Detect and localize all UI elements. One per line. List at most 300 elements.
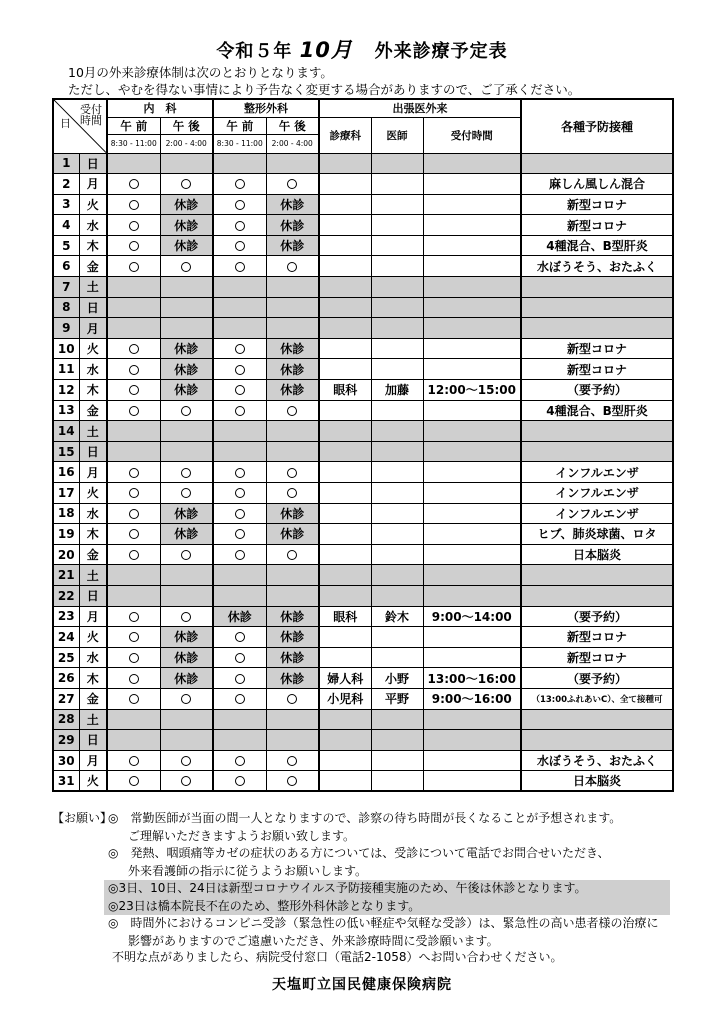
naika-pm-cell bbox=[160, 277, 213, 298]
seikei-pm-cell bbox=[266, 277, 319, 298]
header-naika-am: 午 前 bbox=[107, 117, 160, 134]
table-row bbox=[53, 544, 673, 565]
seikei-am-cell bbox=[213, 338, 266, 359]
visiting-dept-cell bbox=[319, 359, 371, 380]
seikei-am-cell bbox=[213, 483, 266, 504]
vaccine-cell: 日本脳炎 bbox=[521, 544, 673, 565]
seikei-pm-cell: 休診 bbox=[266, 627, 319, 648]
open-circle-icon bbox=[235, 529, 245, 539]
open-circle-icon bbox=[129, 550, 139, 560]
open-circle-icon bbox=[235, 694, 245, 704]
seikei-pm-cell: 休診 bbox=[266, 380, 319, 401]
seikei-am-cell bbox=[213, 174, 266, 195]
weekday: 水 bbox=[79, 503, 107, 524]
naika-am-cell bbox=[107, 627, 160, 648]
day-number: 24 bbox=[53, 627, 79, 648]
open-circle-icon bbox=[235, 632, 245, 642]
naika-am-cell bbox=[107, 606, 160, 627]
visiting-time-cell bbox=[423, 585, 521, 606]
visiting-doctor-cell bbox=[371, 174, 423, 195]
vaccine-cell bbox=[521, 297, 673, 318]
weekday: 月 bbox=[79, 750, 107, 771]
vaccine-cell bbox=[521, 421, 673, 442]
vaccine-cell bbox=[521, 730, 673, 751]
visiting-time-cell bbox=[423, 338, 521, 359]
day-number: 6 bbox=[53, 256, 79, 277]
note-line bbox=[52, 810, 672, 828]
seikei-pm-cell bbox=[266, 585, 319, 606]
day-number: 10 bbox=[53, 338, 79, 359]
visiting-doctor-cell bbox=[371, 730, 423, 751]
visiting-doctor-cell bbox=[371, 565, 423, 586]
seikei-pm-cell bbox=[266, 688, 319, 709]
open-circle-icon bbox=[181, 488, 191, 498]
naika-pm-cell bbox=[160, 606, 213, 627]
naika-pm-cell bbox=[160, 544, 213, 565]
seikei-am-cell bbox=[213, 194, 266, 215]
naika-am-cell bbox=[107, 503, 160, 524]
weekday: 日 bbox=[79, 585, 107, 606]
vaccine-cell bbox=[521, 318, 673, 339]
visiting-time-cell: 9:00～16:00 bbox=[423, 688, 521, 709]
naika-pm-cell bbox=[160, 462, 213, 483]
open-circle-icon bbox=[235, 488, 245, 498]
naika-am-cell bbox=[107, 297, 160, 318]
naika-am-cell bbox=[107, 668, 160, 689]
seikei-pm-cell: 休診 bbox=[266, 668, 319, 689]
visiting-doctor-cell bbox=[371, 235, 423, 256]
visiting-dept-cell bbox=[319, 441, 371, 462]
open-circle-icon bbox=[129, 776, 139, 786]
open-circle-icon bbox=[287, 179, 297, 189]
visiting-time-cell bbox=[423, 318, 521, 339]
visiting-time-cell bbox=[423, 194, 521, 215]
visiting-dept-cell bbox=[319, 215, 371, 236]
seikei-pm-cell: 休診 bbox=[266, 194, 319, 215]
visiting-dept-cell bbox=[319, 400, 371, 421]
note-line: 影響がありますのでご遠慮いただき、外来診療時間に受診願います。 bbox=[128, 933, 499, 948]
table-row bbox=[53, 709, 673, 730]
header-vaccine: 各種予防接種 bbox=[521, 99, 673, 153]
visiting-dept-cell bbox=[319, 771, 371, 792]
visiting-time-cell bbox=[423, 565, 521, 586]
seikei-am-cell bbox=[213, 359, 266, 380]
weekday: 土 bbox=[79, 709, 107, 730]
vaccine-cell: （13:00ふれあいC）、全て接種可 bbox=[521, 688, 673, 709]
table-row bbox=[53, 503, 673, 524]
naika-pm-cell bbox=[160, 318, 213, 339]
visiting-doctor-cell bbox=[371, 503, 423, 524]
table-row bbox=[53, 194, 673, 215]
open-circle-icon bbox=[287, 406, 297, 416]
visiting-dept-cell bbox=[319, 194, 371, 215]
open-circle-icon bbox=[235, 653, 245, 663]
day-number: 20 bbox=[53, 544, 79, 565]
day-number: 5 bbox=[53, 235, 79, 256]
naika-am-cell bbox=[107, 647, 160, 668]
table-row bbox=[53, 256, 673, 277]
visiting-time-cell bbox=[423, 462, 521, 483]
seikei-pm-cell: 休診 bbox=[266, 215, 319, 236]
seikei-am-cell bbox=[213, 750, 266, 771]
table-row bbox=[53, 647, 673, 668]
naika-pm-cell: 休診 bbox=[160, 215, 213, 236]
naika-am-cell bbox=[107, 318, 160, 339]
naika-pm-cell: 休診 bbox=[160, 380, 213, 401]
open-circle-icon bbox=[235, 468, 245, 478]
open-circle-icon bbox=[181, 179, 191, 189]
seikei-am-cell bbox=[213, 668, 266, 689]
day-number: 15 bbox=[53, 441, 79, 462]
open-circle-icon bbox=[129, 179, 139, 189]
visiting-dept-cell bbox=[319, 709, 371, 730]
weekday: 木 bbox=[79, 380, 107, 401]
day-number: 25 bbox=[53, 647, 79, 668]
seikei-pm-cell bbox=[266, 709, 319, 730]
seikei-pm-cell bbox=[266, 483, 319, 504]
open-circle-icon bbox=[235, 776, 245, 786]
seikei-am-cell bbox=[213, 647, 266, 668]
vaccine-cell: 麻しん風しん混合 bbox=[521, 174, 673, 195]
visiting-time-cell bbox=[423, 215, 521, 236]
table-row bbox=[53, 174, 673, 195]
seikei-pm-cell bbox=[266, 297, 319, 318]
visiting-doctor-cell bbox=[371, 524, 423, 545]
naika-pm-cell bbox=[160, 730, 213, 751]
naika-am-cell bbox=[107, 483, 160, 504]
visiting-time-cell bbox=[423, 771, 521, 792]
visiting-time-cell bbox=[423, 297, 521, 318]
weekday: 土 bbox=[79, 421, 107, 442]
header-corner bbox=[53, 99, 107, 153]
table-row bbox=[53, 359, 673, 380]
visiting-doctor-cell bbox=[371, 483, 423, 504]
open-circle-icon bbox=[129, 468, 139, 478]
vaccine-cell: 4種混合、B型肝炎 bbox=[521, 400, 673, 421]
open-circle-icon bbox=[181, 406, 191, 416]
visiting-dept-cell bbox=[319, 338, 371, 359]
note-line: ご理解いただきますようお願い致します。 bbox=[128, 828, 356, 843]
visiting-dept-cell bbox=[319, 730, 371, 751]
open-circle-icon bbox=[235, 756, 245, 766]
weekday: 金 bbox=[79, 544, 107, 565]
open-circle-icon bbox=[235, 200, 245, 210]
open-circle-icon bbox=[287, 776, 297, 786]
visiting-doctor-cell bbox=[371, 585, 423, 606]
visiting-dept-cell bbox=[319, 235, 371, 256]
naika-am-cell bbox=[107, 565, 160, 586]
seikei-pm-cell: 休診 bbox=[266, 606, 319, 627]
open-circle-icon bbox=[129, 365, 139, 375]
vaccine-cell bbox=[521, 565, 673, 586]
open-circle-icon bbox=[129, 262, 139, 272]
open-circle-icon bbox=[181, 756, 191, 766]
visiting-doctor-cell bbox=[371, 318, 423, 339]
naika-am-cell bbox=[107, 421, 160, 442]
open-circle-icon bbox=[235, 385, 245, 395]
visiting-doctor-cell bbox=[371, 277, 423, 298]
header-seikei-pm: 午 後 bbox=[266, 117, 319, 134]
naika-am-cell bbox=[107, 338, 160, 359]
visiting-doctor-cell: 鈴木 bbox=[371, 606, 423, 627]
open-circle-icon bbox=[129, 612, 139, 622]
day-number: 26 bbox=[53, 668, 79, 689]
open-circle-icon bbox=[287, 262, 297, 272]
naika-am-cell bbox=[107, 524, 160, 545]
weekday: 金 bbox=[79, 256, 107, 277]
visiting-time-cell bbox=[423, 421, 521, 442]
naika-am-cell bbox=[107, 256, 160, 277]
naika-am-cell bbox=[107, 462, 160, 483]
intro-line: ただし、やむを得ない事情により予告なく変更する場合がありますので、ご了承ください。 bbox=[68, 82, 581, 97]
seikei-pm-cell: 休診 bbox=[266, 338, 319, 359]
notes-label: 【お願い】 bbox=[52, 811, 113, 825]
visiting-doctor-cell bbox=[371, 400, 423, 421]
visiting-time-cell: 12:00～15:00 bbox=[423, 380, 521, 401]
weekday: 日 bbox=[79, 441, 107, 462]
naika-pm-cell: 休診 bbox=[160, 647, 213, 668]
visiting-doctor-cell bbox=[371, 194, 423, 215]
visiting-dept-cell bbox=[319, 585, 371, 606]
visiting-dept-cell bbox=[319, 503, 371, 524]
weekday: 日 bbox=[79, 730, 107, 751]
table-row bbox=[53, 338, 673, 359]
seikei-pm-cell bbox=[266, 462, 319, 483]
naika-pm-cell bbox=[160, 256, 213, 277]
table-row bbox=[53, 318, 673, 339]
seikei-am-cell bbox=[213, 688, 266, 709]
day-number: 4 bbox=[53, 215, 79, 236]
weekday: 木 bbox=[79, 668, 107, 689]
day-number: 12 bbox=[53, 380, 79, 401]
open-circle-icon bbox=[287, 550, 297, 560]
weekday: 火 bbox=[79, 338, 107, 359]
day-number: 3 bbox=[53, 194, 79, 215]
header-dept: 診療科 bbox=[319, 117, 371, 153]
naika-pm-cell: 休診 bbox=[160, 235, 213, 256]
visiting-time-cell bbox=[423, 256, 521, 277]
naika-am-cell bbox=[107, 771, 160, 792]
intro-line: 10月の外来診療体制は次のとおりとなります。 bbox=[68, 65, 333, 80]
header-shuccho: 出張医外来 bbox=[319, 99, 521, 117]
visiting-time-cell bbox=[423, 503, 521, 524]
naika-am-cell bbox=[107, 277, 160, 298]
seikei-am-cell bbox=[213, 380, 266, 401]
open-circle-icon bbox=[129, 674, 139, 684]
visiting-doctor-cell: 平野 bbox=[371, 688, 423, 709]
weekday: 金 bbox=[79, 688, 107, 709]
table-row bbox=[53, 277, 673, 298]
seikei-pm-cell bbox=[266, 771, 319, 792]
table-row bbox=[53, 606, 673, 627]
naika-am-cell bbox=[107, 441, 160, 462]
open-circle-icon bbox=[129, 694, 139, 704]
open-circle-icon bbox=[129, 632, 139, 642]
table-row bbox=[53, 441, 673, 462]
vaccine-cell bbox=[521, 585, 673, 606]
vaccine-cell: 新型コロナ bbox=[521, 647, 673, 668]
visiting-dept-cell bbox=[319, 318, 371, 339]
visiting-doctor-cell bbox=[371, 215, 423, 236]
note-line: ◎ 時間外におけるコンビニ受診（緊急性の低い軽症や気軽な受診）は、緊急性の高い患者様の治療に bbox=[108, 916, 659, 930]
day-number: 28 bbox=[53, 709, 79, 730]
visiting-doctor-cell bbox=[371, 153, 423, 174]
seikei-am-cell bbox=[213, 627, 266, 648]
naika-pm-cell: 休診 bbox=[160, 194, 213, 215]
weekday: 土 bbox=[79, 277, 107, 298]
hospital-name: 天塩町立国民健康保険病院 bbox=[272, 977, 452, 993]
naika-am-cell bbox=[107, 730, 160, 751]
day-number: 1 bbox=[53, 153, 79, 174]
seikei-am-cell bbox=[213, 709, 266, 730]
title-era: 令和５年 bbox=[216, 41, 293, 62]
vaccine-cell: 新型コロナ bbox=[521, 627, 673, 648]
visiting-doctor-cell bbox=[371, 462, 423, 483]
weekday: 水 bbox=[79, 359, 107, 380]
weekday: 木 bbox=[79, 235, 107, 256]
seikei-am-cell bbox=[213, 730, 266, 751]
visiting-doctor-cell bbox=[371, 627, 423, 648]
day-number: 7 bbox=[53, 277, 79, 298]
seikei-pm-cell: 休診 bbox=[266, 359, 319, 380]
note-line: ◎ 発熱、咽頭痛等カゼの症状のある方については、受診について電話でお問合せいただき、 bbox=[108, 846, 610, 860]
open-circle-icon bbox=[235, 550, 245, 560]
open-circle-icon bbox=[129, 385, 139, 395]
open-circle-icon bbox=[129, 200, 139, 210]
title-month: 10月 bbox=[299, 38, 353, 62]
seikei-pm-cell: 休診 bbox=[266, 524, 319, 545]
day-number: 8 bbox=[53, 297, 79, 318]
open-circle-icon bbox=[235, 509, 245, 519]
naika-am-cell bbox=[107, 235, 160, 256]
vaccine-cell: ヒブ、肺炎球菌、ロタ bbox=[521, 524, 673, 545]
corner-reception-label: 受付 時間 bbox=[80, 103, 102, 127]
note-line: 外来看護師の指示に従うようお願いします。 bbox=[128, 863, 368, 878]
day-number: 29 bbox=[53, 730, 79, 751]
visiting-time-cell: 13:00～16:00 bbox=[423, 668, 521, 689]
table-row bbox=[53, 235, 673, 256]
naika-am-cell bbox=[107, 215, 160, 236]
naika-pm-cell bbox=[160, 483, 213, 504]
weekday: 月 bbox=[79, 606, 107, 627]
visiting-time-cell bbox=[423, 709, 521, 730]
visiting-dept-cell bbox=[319, 153, 371, 174]
weekday: 火 bbox=[79, 483, 107, 504]
visiting-time-cell bbox=[423, 524, 521, 545]
visiting-dept-cell bbox=[319, 524, 371, 545]
seikei-am-cell bbox=[213, 441, 266, 462]
naika-pm-cell: 休診 bbox=[160, 627, 213, 648]
day-number: 31 bbox=[53, 771, 79, 792]
table-row bbox=[53, 153, 673, 174]
naika-pm-cell bbox=[160, 565, 213, 586]
visiting-doctor-cell bbox=[371, 647, 423, 668]
open-circle-icon bbox=[235, 179, 245, 189]
seikei-am-cell bbox=[213, 318, 266, 339]
visiting-dept-cell: 眼科 bbox=[319, 380, 371, 401]
seikei-am-cell bbox=[213, 421, 266, 442]
table-row bbox=[53, 380, 673, 401]
seikei-am-cell bbox=[213, 153, 266, 174]
vaccine-cell: 日本脳炎 bbox=[521, 771, 673, 792]
seikei-pm-cell bbox=[266, 544, 319, 565]
weekday: 月 bbox=[79, 462, 107, 483]
visiting-time-cell bbox=[423, 730, 521, 751]
day-number: 11 bbox=[53, 359, 79, 380]
table-row bbox=[53, 585, 673, 606]
visiting-doctor-cell: 加藤 bbox=[371, 380, 423, 401]
visiting-dept-cell bbox=[319, 627, 371, 648]
seikei-pm-cell bbox=[266, 153, 319, 174]
visiting-dept-cell: 婦人科 bbox=[319, 668, 371, 689]
table-row bbox=[53, 297, 673, 318]
vaccine-cell: 新型コロナ bbox=[521, 215, 673, 236]
visiting-doctor-cell bbox=[371, 297, 423, 318]
page-title bbox=[0, 34, 724, 64]
seikei-am-cell bbox=[213, 400, 266, 421]
naika-am-cell bbox=[107, 174, 160, 195]
weekday: 金 bbox=[79, 400, 107, 421]
weekday: 火 bbox=[79, 194, 107, 215]
naika-pm-cell bbox=[160, 688, 213, 709]
schedule-table bbox=[52, 98, 674, 792]
naika-pm-cell: 休診 bbox=[160, 668, 213, 689]
naika-am-cell bbox=[107, 153, 160, 174]
seikei-am-cell bbox=[213, 235, 266, 256]
seikei-pm-cell bbox=[266, 441, 319, 462]
weekday: 火 bbox=[79, 627, 107, 648]
visiting-time-cell bbox=[423, 544, 521, 565]
weekday: 月 bbox=[79, 174, 107, 195]
visiting-dept-cell bbox=[319, 277, 371, 298]
contact-note: 不明な点がありましたら、病院受付窓口（電話2-1058）へお問い合わせください。 bbox=[112, 950, 563, 964]
naika-am-cell bbox=[107, 400, 160, 421]
vaccine-cell: 水ぼうそう、おたふく bbox=[521, 750, 673, 771]
header-pm-time: 2:00 - 4:00 bbox=[266, 134, 319, 153]
day-number: 27 bbox=[53, 688, 79, 709]
table-row bbox=[53, 750, 673, 771]
schedule-body bbox=[53, 153, 673, 791]
naika-pm-cell bbox=[160, 441, 213, 462]
open-circle-icon bbox=[129, 344, 139, 354]
visiting-dept-cell bbox=[319, 421, 371, 442]
header-am-time: 8:30 - 11:00 bbox=[213, 134, 266, 153]
visiting-dept-cell bbox=[319, 483, 371, 504]
header-naika-pm: 午 後 bbox=[160, 117, 213, 134]
visiting-doctor-cell bbox=[371, 441, 423, 462]
seikei-pm-cell bbox=[266, 318, 319, 339]
visiting-dept-cell: 小児科 bbox=[319, 688, 371, 709]
seikei-am-cell bbox=[213, 462, 266, 483]
seikei-pm-cell bbox=[266, 256, 319, 277]
open-circle-icon bbox=[129, 488, 139, 498]
vaccine-cell: インフルエンザ bbox=[521, 462, 673, 483]
table-row bbox=[53, 524, 673, 545]
day-number: 19 bbox=[53, 524, 79, 545]
naika-am-cell bbox=[107, 544, 160, 565]
vaccine-cell bbox=[521, 709, 673, 730]
naika-pm-cell bbox=[160, 174, 213, 195]
seikei-pm-cell bbox=[266, 400, 319, 421]
naika-pm-cell bbox=[160, 153, 213, 174]
table-row bbox=[53, 400, 673, 421]
visiting-time-cell bbox=[423, 750, 521, 771]
table-row bbox=[53, 462, 673, 483]
visiting-doctor-cell bbox=[371, 544, 423, 565]
seikei-pm-cell bbox=[266, 750, 319, 771]
seikei-am-cell bbox=[213, 277, 266, 298]
open-circle-icon bbox=[235, 674, 245, 684]
